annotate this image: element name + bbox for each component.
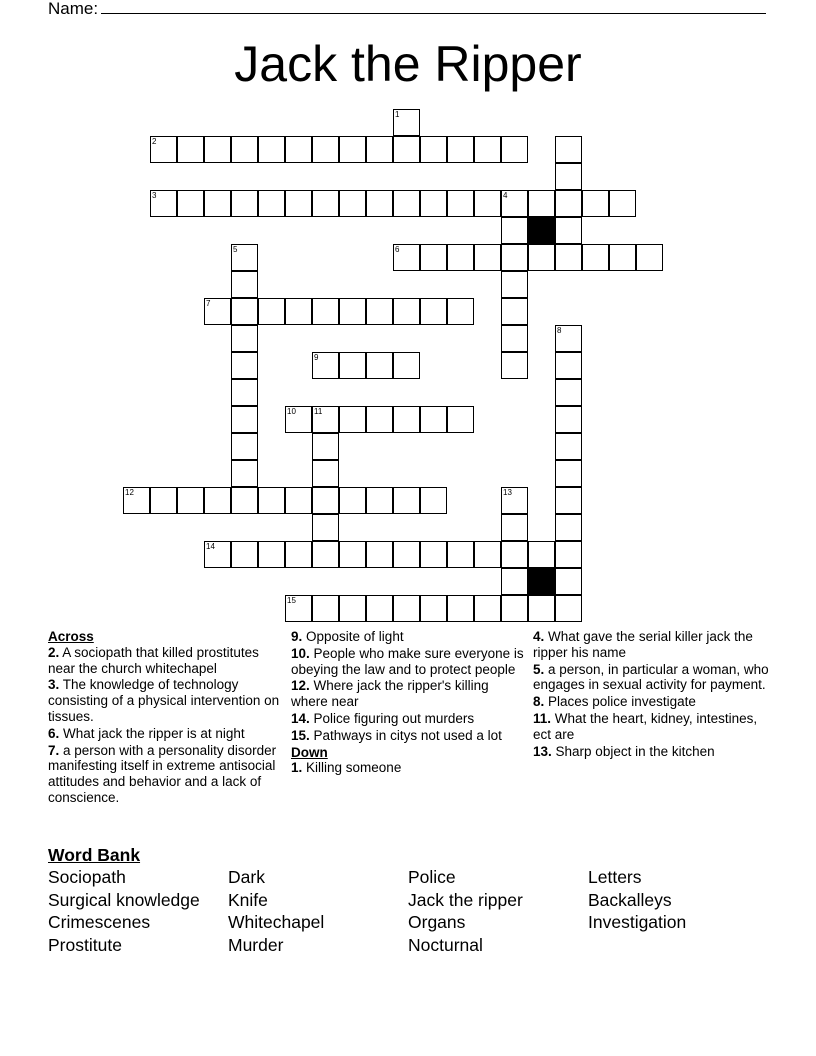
clue-text: Police figuring out murders <box>309 710 475 726</box>
crossword-cell[interactable] <box>420 406 447 433</box>
crossword-cell[interactable] <box>555 244 582 271</box>
clue <box>291 711 527 727</box>
clue <box>291 646 527 678</box>
crossword-cell[interactable] <box>177 487 204 514</box>
crossword-cell[interactable] <box>339 190 366 217</box>
crossword-cell[interactable] <box>393 352 420 379</box>
crossword-cell[interactable] <box>528 190 555 217</box>
crossword-cell[interactable] <box>393 541 420 568</box>
crossword-cell[interactable] <box>420 595 447 622</box>
crossword-cell[interactable] <box>420 541 447 568</box>
word-bank-item: Police <box>408 867 456 887</box>
word-bank-item: Sociopath <box>48 867 126 887</box>
clue-text: a person with a personality disorder manifesting itself in extreme antisocial attitudes and behavior and a lack of conscience. <box>48 742 277 805</box>
cell-number: 3 <box>152 191 157 200</box>
clue <box>533 694 769 710</box>
clue-text: What jack the ripper is at night <box>59 725 245 741</box>
crossword-cell[interactable] <box>609 244 636 271</box>
clue-number: 13. <box>533 743 552 759</box>
crossword-cell[interactable] <box>150 190 177 217</box>
cell-number: 6 <box>395 245 400 254</box>
crossword-cell[interactable] <box>312 136 339 163</box>
crossword-cell[interactable] <box>501 568 528 595</box>
clue <box>48 677 284 724</box>
crossword-cell[interactable] <box>258 541 285 568</box>
crossword-cell[interactable] <box>366 136 393 163</box>
crossword-cell[interactable] <box>420 298 447 325</box>
crossword-cell[interactable] <box>339 136 366 163</box>
crossword-cell[interactable] <box>258 487 285 514</box>
crossword-cell[interactable] <box>177 136 204 163</box>
cell-number: 2 <box>152 137 157 146</box>
cell-number: 8 <box>557 326 562 335</box>
crossword-cell[interactable] <box>366 487 393 514</box>
crossword-cell[interactable] <box>420 244 447 271</box>
clues-column-1 <box>48 629 284 807</box>
crossword-cell[interactable] <box>393 190 420 217</box>
crossword-cell[interactable] <box>177 190 204 217</box>
crossword-cell[interactable] <box>393 595 420 622</box>
clue-text: What gave the serial killer jack the ripper his name <box>533 629 753 660</box>
word-bank-item: Jack the ripper <box>408 889 523 910</box>
down-heading: Down <box>291 744 328 760</box>
crossword-cell[interactable] <box>231 541 258 568</box>
clue-text: A sociopath that killed prostitutes near the church whitechapel <box>48 644 259 676</box>
cell-number: 11 <box>314 407 323 416</box>
word-bank-item: Surgical knowledge <box>48 889 200 910</box>
crossword-cell[interactable] <box>204 136 231 163</box>
crossword-cell[interactable] <box>204 190 231 217</box>
clue-number: 2. <box>48 644 60 660</box>
crossword-cell[interactable] <box>555 568 582 595</box>
clue-text: a person, in particular a woman, who engages in sexual activity for payment. <box>533 661 769 693</box>
crossword-cell[interactable] <box>204 487 231 514</box>
word-bank-item: Organs <box>408 912 466 933</box>
crossword-cell[interactable] <box>312 460 339 487</box>
clue <box>533 711 769 743</box>
crossword-cell[interactable] <box>555 217 582 244</box>
crossword-cell[interactable] <box>555 460 582 487</box>
crossword-cell[interactable] <box>285 136 312 163</box>
word-bank-item: Nocturnal <box>408 934 483 955</box>
crossword-cell[interactable] <box>231 298 258 325</box>
word-bank-column <box>408 866 523 956</box>
crossword-cell[interactable] <box>582 190 609 217</box>
clue-number: 14. <box>291 710 310 726</box>
crossword-cell[interactable] <box>339 487 366 514</box>
clue-text: Sharp object in the kitchen <box>551 743 715 759</box>
crossword-cell[interactable] <box>231 190 258 217</box>
crossword-cell[interactable] <box>555 379 582 406</box>
crossword-cell[interactable] <box>231 406 258 433</box>
crossword-cell[interactable] <box>555 541 582 568</box>
clue <box>48 743 284 806</box>
page-title: Jack the Ripper <box>234 36 582 92</box>
crossword-cell[interactable] <box>393 109 420 136</box>
crossword-cell[interactable] <box>231 136 258 163</box>
crossword-cell[interactable] <box>339 298 366 325</box>
crossword-cell[interactable] <box>555 325 582 352</box>
across-heading: Across <box>48 629 94 644</box>
crossword-cell[interactable] <box>366 190 393 217</box>
word-bank-item: Knife <box>228 889 268 910</box>
crossword-cell[interactable] <box>231 379 258 406</box>
crossword-cell[interactable] <box>609 190 636 217</box>
black-square <box>528 568 555 595</box>
word-bank-title: Word Bank <box>48 845 141 865</box>
cell-number: 7 <box>206 299 211 308</box>
word-bank-item: Crimescenes <box>48 912 151 933</box>
crossword-cell[interactable] <box>474 244 501 271</box>
crossword-cell[interactable] <box>339 352 366 379</box>
clue-text: Places police investigate <box>544 694 696 710</box>
cell-number: 12 <box>125 488 134 497</box>
clue-text: Where jack the ripper's killing where near <box>291 678 489 710</box>
crossword-cell[interactable] <box>312 433 339 460</box>
clue-text: Opposite of light <box>302 629 404 644</box>
word-bank-item: Letters <box>588 867 642 887</box>
crossword-cell[interactable] <box>285 190 312 217</box>
cell-number: 4 <box>503 191 508 200</box>
word-bank-column <box>48 866 200 956</box>
crossword-cell[interactable] <box>204 541 231 568</box>
crossword-cell[interactable] <box>339 541 366 568</box>
crossword-cell[interactable] <box>555 190 582 217</box>
crossword-cell[interactable] <box>501 352 528 379</box>
crossword-cell[interactable] <box>231 325 258 352</box>
crossword-cell[interactable] <box>393 487 420 514</box>
clue-number: 11. <box>533 710 552 726</box>
clue-text: Pathways in citys not used a lot <box>309 727 502 743</box>
clues-column-2 <box>291 629 527 777</box>
crossword-cell[interactable] <box>150 487 177 514</box>
crossword-cell[interactable] <box>393 406 420 433</box>
crossword-cell[interactable] <box>285 406 312 433</box>
crossword-cell[interactable] <box>447 244 474 271</box>
crossword-cell[interactable] <box>474 190 501 217</box>
crossword-cell[interactable] <box>501 514 528 541</box>
crossword-cell[interactable] <box>339 595 366 622</box>
crossword-cell[interactable] <box>312 487 339 514</box>
crossword-cell[interactable] <box>474 136 501 163</box>
crossword-cell[interactable] <box>258 136 285 163</box>
crossword-cell[interactable] <box>447 406 474 433</box>
word-bank-item: Investigation <box>588 912 687 933</box>
crossword-cell[interactable] <box>501 595 528 622</box>
crossword-cell[interactable] <box>258 190 285 217</box>
crossword-cell[interactable] <box>501 298 528 325</box>
clue <box>533 629 769 661</box>
crossword-cell[interactable] <box>285 487 312 514</box>
crossword-cell[interactable] <box>285 298 312 325</box>
crossword-cell[interactable] <box>366 298 393 325</box>
crossword-cell[interactable] <box>555 487 582 514</box>
cell-number: 1 <box>395 110 400 119</box>
name-label: Name: <box>48 0 99 18</box>
crossword-cell[interactable] <box>231 433 258 460</box>
clue-text: What the heart, kidney, intestines, ect are <box>533 710 758 742</box>
crossword-cell[interactable] <box>312 595 339 622</box>
cell-number: 5 <box>233 245 238 254</box>
crossword-cell[interactable] <box>123 487 150 514</box>
crossword-cell[interactable] <box>366 595 393 622</box>
clue-number: 10. <box>291 645 310 661</box>
clue-text: People who make sure everyone is obeying the law and to protect people <box>291 645 524 677</box>
crossword-cell[interactable] <box>231 271 258 298</box>
crossword-cell[interactable] <box>393 298 420 325</box>
crossword-cell[interactable] <box>231 244 258 271</box>
clue-number: 5. <box>533 661 545 677</box>
crossword-cell[interactable] <box>501 190 528 217</box>
crossword-cell[interactable] <box>555 352 582 379</box>
crossword-cell[interactable] <box>447 298 474 325</box>
clue <box>533 744 769 760</box>
crossword-cell[interactable] <box>636 244 663 271</box>
crossword-cell[interactable] <box>501 541 528 568</box>
crossword-cell[interactable] <box>312 298 339 325</box>
crossword-cell[interactable] <box>312 541 339 568</box>
cell-number: 15 <box>287 596 296 605</box>
crossword-cell[interactable] <box>312 190 339 217</box>
crossword-cell[interactable] <box>312 352 339 379</box>
crossword-cell[interactable] <box>285 595 312 622</box>
crossword-cell[interactable] <box>528 541 555 568</box>
word-bank-item: Backalleys <box>588 889 672 910</box>
clue-number: 6. <box>48 725 60 741</box>
word-bank-item: Dark <box>228 867 265 887</box>
crossword-cell[interactable] <box>393 244 420 271</box>
crossword-cell[interactable] <box>420 487 447 514</box>
crossword-cell[interactable] <box>366 352 393 379</box>
crossword-cell[interactable] <box>474 541 501 568</box>
crossword-cell[interactable] <box>447 595 474 622</box>
cell-number: 14 <box>206 542 215 551</box>
clue <box>291 678 527 710</box>
crossword-cell[interactable] <box>150 136 177 163</box>
crossword-cell[interactable] <box>366 406 393 433</box>
crossword-cell[interactable] <box>447 541 474 568</box>
crossword-cell[interactable] <box>393 136 420 163</box>
clue-number: 9. <box>291 629 303 644</box>
clue-text: Killing someone <box>302 760 402 776</box>
crossword-cell[interactable] <box>339 406 366 433</box>
word-bank-item: Prostitute <box>48 934 122 955</box>
crossword-cell[interactable] <box>231 352 258 379</box>
crossword-cell[interactable] <box>420 190 447 217</box>
crossword-cell[interactable] <box>501 487 528 514</box>
crossword-cell[interactable] <box>258 298 285 325</box>
crossword-cell[interactable] <box>555 514 582 541</box>
cell-number: 10 <box>287 407 296 416</box>
crossword-cell[interactable] <box>555 595 582 622</box>
clue-number: 1. <box>291 760 303 776</box>
crossword-cell[interactable] <box>555 136 582 163</box>
crossword-cell[interactable] <box>447 136 474 163</box>
crossword-cell[interactable] <box>231 460 258 487</box>
crossword-cell[interactable] <box>501 325 528 352</box>
word-bank-column <box>588 866 686 934</box>
crossword-cell[interactable] <box>528 595 555 622</box>
clue-text: The knowledge of technology consisting of a physical intervention on tissues. <box>48 677 280 724</box>
crossword-cell[interactable] <box>312 514 339 541</box>
word-bank-column <box>228 866 324 956</box>
clue-number: 15. <box>291 727 310 743</box>
clue-number: 4. <box>533 629 545 644</box>
crossword-cell[interactable] <box>204 298 231 325</box>
cell-number: 9 <box>314 353 319 362</box>
clue <box>291 629 527 645</box>
crossword-cell[interactable] <box>501 271 528 298</box>
crossword-cell[interactable] <box>366 541 393 568</box>
crossword-cell[interactable] <box>555 406 582 433</box>
crossword-cell[interactable] <box>555 163 582 190</box>
clue <box>291 760 527 776</box>
crossword-cell[interactable] <box>420 136 447 163</box>
black-square <box>528 217 555 244</box>
word-bank-item: Murder <box>228 934 284 955</box>
crossword-cell[interactable] <box>582 244 609 271</box>
clue-number: 12. <box>291 678 310 694</box>
cell-number: 13 <box>503 488 512 497</box>
clues-column-3 <box>533 629 769 760</box>
crossword-cell[interactable] <box>447 190 474 217</box>
crossword-cell[interactable] <box>285 541 312 568</box>
crossword-cell[interactable] <box>474 595 501 622</box>
clue <box>48 726 284 742</box>
clue-number: 8. <box>533 694 545 710</box>
crossword-cell[interactable] <box>501 136 528 163</box>
crossword-cell[interactable] <box>501 217 528 244</box>
crossword-cell[interactable] <box>231 487 258 514</box>
clue-number: 3. <box>48 677 60 693</box>
crossword-cell[interactable] <box>555 433 582 460</box>
crossword-cell[interactable] <box>501 244 528 271</box>
crossword-cell[interactable] <box>312 406 339 433</box>
word-bank-item: Whitechapel <box>228 912 325 933</box>
crossword-cell[interactable] <box>528 244 555 271</box>
clue <box>291 728 527 744</box>
clue <box>533 662 769 694</box>
clue <box>48 645 284 677</box>
clue-number: 7. <box>48 742 60 758</box>
